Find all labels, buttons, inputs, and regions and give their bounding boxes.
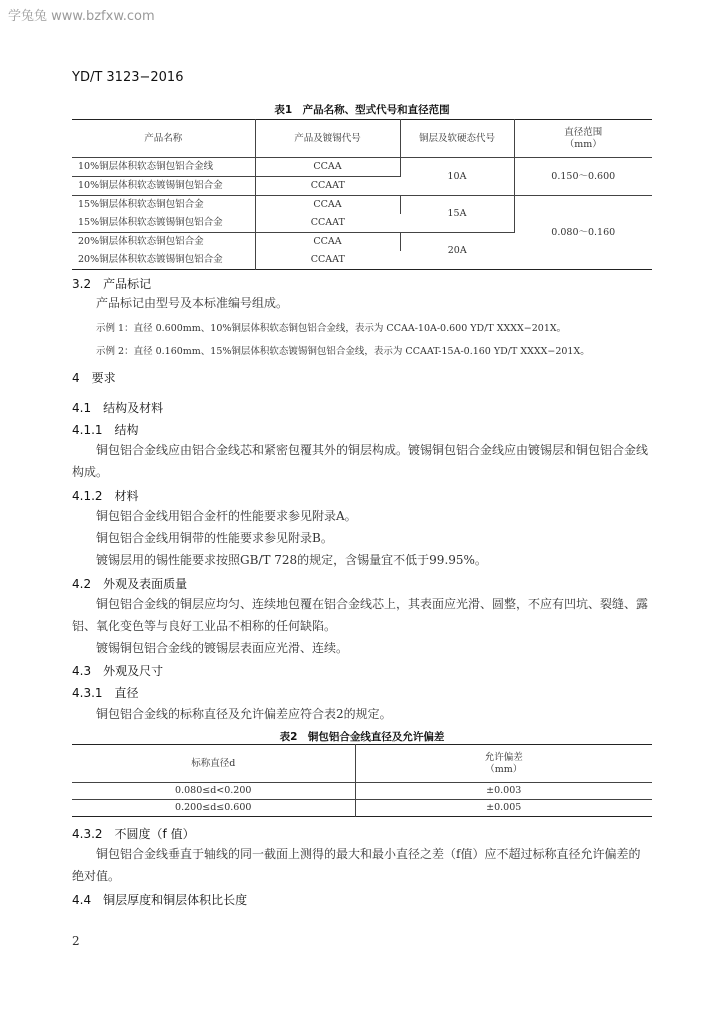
table2 (72, 744, 652, 817)
page-number: 2 (72, 934, 80, 948)
header-tolerance-unit: （mm） (485, 763, 523, 775)
table-row (72, 158, 652, 177)
table-row (72, 196, 652, 215)
section-4-2-p1: 铜包铝合金线的铜层应均匀、连续地包覆在铝合金线芯上，其表面应光滑、圆整，不应有凹坑、裂缝、露铝、氧化变色等与良好工业品不相称的任何缺陷。 (72, 597, 649, 633)
section-4-1-1-heading: 4.1.1 结构 (72, 423, 139, 437)
section-4-1-2-heading: 4.1.2 材料 (72, 489, 139, 503)
product-code-cell: CCAA (255, 196, 400, 215)
section-3-2-heading: 3.2 产品标记 (72, 277, 152, 291)
header-diameter-label: 直径范围 (564, 127, 603, 139)
example-1: 示例 1：直径 0.600mm、10%铜层体积软态铜包铝合金线，表示为 CCAA-10A-0.600 YD/T XXXX−201X。 (96, 323, 567, 334)
header-product-code: 产品及镀锡代号 (255, 120, 400, 158)
section-4-4-heading: 4.4 铜层厚度和铜层体积比长度 (72, 893, 248, 907)
product-name-cell: 20%铜层体积软态镀锡铜包铝合金 (72, 251, 255, 270)
header-nominal-diameter: 标称直径d (72, 745, 355, 783)
tolerance-cell: ±0.005 (486, 802, 522, 814)
table-header-row (72, 745, 652, 783)
copper-code-cell: 20A (447, 245, 467, 257)
table2-title: 表2 铜包铝合金线直径及允许偏差 (279, 731, 445, 743)
example-2: 示例 2：直径 0.160mm、15%铜层体积软态镀锡铜包铝合金线，表示为 CCAAT-15A-0.160 YD/T XXXX−201X。 (96, 346, 590, 357)
section-4-2-p2: 镀锡铜包铝合金线的镀锡层表面应光滑、连续。 (96, 641, 349, 655)
product-name-cell: 10%铜层体积软态镀锡铜包铝合金 (72, 177, 255, 196)
header-diameter-unit: （mm） (564, 138, 602, 150)
product-code-cell: CCAAT (255, 177, 400, 196)
table-row (72, 800, 652, 817)
header-tolerance-label: 允许偏差 (484, 752, 523, 764)
copper-code-cell: 15A (400, 196, 514, 233)
section-4-3-heading: 4.3 外观及尺寸 (72, 664, 164, 678)
header-tolerance (355, 745, 652, 783)
header-copper-code: 铜层及软硬态代号 (400, 120, 514, 158)
section-3-2-text: 产品标记由型号及本标准编号组成。 (96, 296, 289, 310)
header-product-name: 产品名称 (72, 120, 255, 158)
section-4-3-2-text: 铜包铝合金线垂直于轴线的同一截面上测得的最大和最小直径之差（f值）应不超过标称直径允许偏差的绝对值。 (72, 847, 641, 883)
section-4-1-2-p2: 铜包铝合金线用铜带的性能要求参见附录B。 (96, 531, 333, 545)
section-4-1-2-p3: 镀锡层用的锡性能要求按照GB/T 728的规定，含锡量宜不低于99.95%。 (96, 553, 487, 567)
section-4-1-heading: 4.1 结构及材料 (72, 401, 164, 415)
section-4-2-heading: 4.2 外观及表面质量 (72, 577, 188, 591)
product-name-cell: 20%铜层体积软态铜包铝合金 (72, 233, 255, 252)
table1 (72, 119, 652, 270)
standard-code: YD/T 3123−2016 (72, 70, 184, 85)
product-code-cell: CCAA (255, 233, 400, 252)
table-row (72, 783, 652, 800)
section-4-heading: 4 要求 (72, 371, 116, 385)
diameter-range-cell: 0.150～0.600 (514, 158, 652, 196)
section-4-3-1-text: 铜包铝合金线的标称直径及允许偏差应符合表2的规定。 (96, 707, 392, 721)
product-name-cell: 10%铜层体积软态铜包铝合金线 (72, 158, 255, 177)
header-diameter-range (514, 120, 652, 158)
diameter-range-cell: 0.200≤d≤0.600 (72, 800, 355, 817)
section-4-1-1-text: 铜包铝合金线应由铝合金线芯和紧密包覆其外的铜层构成。镀锡铜包铝合金线应由镀锡层和铜包铝合金线构成。 (72, 443, 649, 479)
table-header-row (72, 120, 652, 158)
product-code-cell: CCAA (255, 158, 400, 177)
product-name-cell: 15%铜层体积软态铜包铝合金 (72, 196, 255, 215)
copper-code-cell: 10A (400, 158, 514, 196)
diameter-range-cell: 0.080≤d<0.200 (72, 783, 355, 800)
section-4-3-1-heading: 4.3.1 直径 (72, 686, 139, 700)
diameter-range-cell: 0.080～0.160 (551, 226, 616, 238)
section-4-1-2-p1: 铜包铝合金线用铝合金杆的性能要求参见附录A。 (96, 509, 357, 523)
product-code-cell: CCAAT (310, 254, 345, 266)
section-4-3-2-heading: 4.3.2 不圆度（f 值） (72, 827, 195, 841)
tolerance-cell: ±0.003 (355, 783, 652, 800)
product-code-cell: CCAAT (255, 214, 400, 233)
watermark: 学兔兔 www.bzfxw.com (8, 9, 155, 24)
table1-title: 表1 产品名称、型式代号和直径范围 (274, 104, 450, 116)
product-name-cell: 15%铜层体积软态镀锡铜包铝合金 (72, 214, 255, 233)
